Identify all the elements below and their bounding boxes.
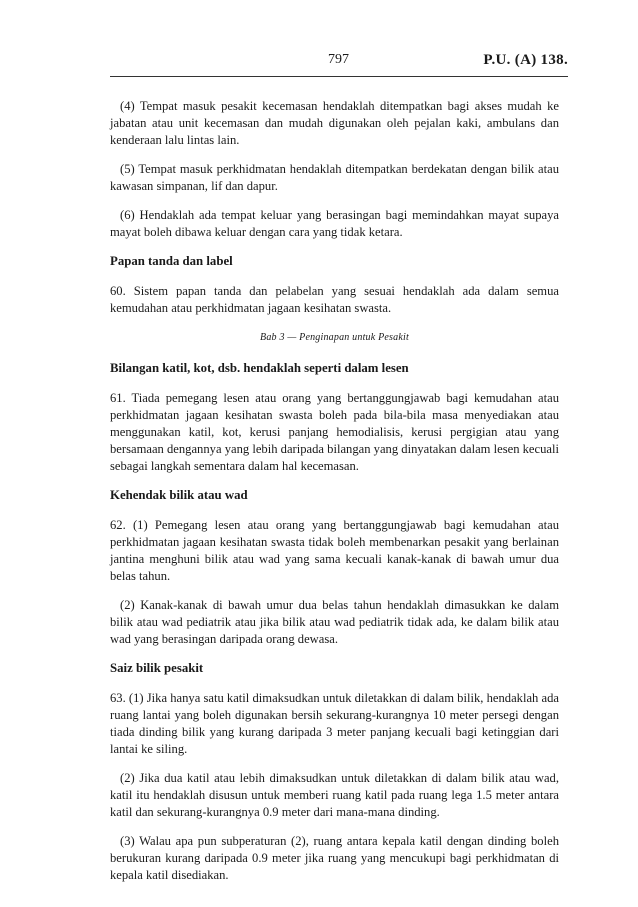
paragraph-59-6: (6) Hendaklah ada tempat keluar yang berasingan bagi memindahkan mayat supaya mayat boleh dibawa keluar dengan cara yang tidak ketara. — [110, 208, 559, 239]
section-heading-62: Kehendak bilik atau wad — [110, 488, 248, 502]
paragraph-60: 60. Sistem papan tanda dan pelabelan yang sesuai hendaklah ada dalam semua kemudahan atau perkhidmatan jagaan kesihatan swasta. — [110, 284, 559, 315]
document-body — [110, 98, 559, 896]
paragraph-61: 61. Tiada pemegang lesen atau orang yang bertanggungjawab bagi kemudahan atau perkhidmatan jagaan kesihatan swasta boleh pada bila-bila masa menyediakan atau menggunakan katil, kot, kerusi panjang hemodialisis, kerusi pergigian atau yang bersamaan dengannya yang lebih daripada bilangan yang dinyatakan dalam lesen kecuali sebagai langkah sementara dalam hal kecemasan. — [110, 391, 559, 473]
paragraph-62-2: (2) Kanak-kanak di bawah umur dua belas tahun hendaklah dimasukkan ke dalam bilik atau wad pediatrik atau jika bilik atau wad pediatrik tidak ada, ke dalam bilik atau wad yang berasingan daripada orang dewasa. — [110, 598, 559, 646]
paragraph-59-5: (5) Tempat masuk perkhidmatan hendaklah ditempatkan berdekatan dengan bilik atau kawasan simpanan, lif dan dapur. — [110, 162, 559, 193]
paragraph-62-1: 62. (1) Pemegang lesen atau orang yang bertanggungjawab bagi kemudahan atau perkhidmatan jagaan kesihatan swasta tidak boleh membenarkan pesakit yang berlainan jantina menghuni bilik atau wad yang sama kecuali kanak-kanak di bawah umur dua belas tahun. — [110, 518, 559, 583]
page-header — [110, 52, 568, 74]
header-rule — [110, 76, 568, 77]
paragraph-63-1: 63. (1) Jika hanya satu katil dimaksudkan untuk diletakkan di dalam bilik, hendaklah ada ruang lantai yang boleh digunakan bersih sekurang-kurangnya 10 meter persegi dengan tiada dinding bilik yang kurang daripada 3 meter panjang kecuali bagi ketinggian dari lantai ke siling. — [110, 691, 559, 756]
section-heading-61: Bilangan katil, kot, dsb. hendaklah seperti dalam lesen — [110, 361, 409, 375]
chapter-heading: Bab 3 — Penginapan untuk Pesakit — [260, 332, 409, 343]
section-heading-60: Papan tanda dan label — [110, 254, 233, 268]
paragraph-63-2: (2) Jika dua katil atau lebih dimaksudkan untuk diletakkan di dalam bilik atau wad, katil itu hendaklah disusun untuk memberi ruang katil pada ruang lega 1.5 meter antara katil dan sekurang-kurangnya 0.9 meter dari mana-mana dinding. — [110, 771, 559, 819]
page-number: 797 — [328, 52, 349, 67]
paragraph-59-4: (4) Tempat masuk pesakit kecemasan hendaklah ditempatkan bagi akses mudah ke jabatan atau unit kecemasan dan mudah digunakan oleh pejalan kaki, ambulans dan kenderaan lalu lintas lain. — [110, 99, 559, 147]
document-reference: P.U. (A) 138. — [483, 52, 568, 68]
section-heading-63: Saiz bilik pesakit — [110, 661, 204, 675]
paragraph-63-3: (3) Walau apa pun subperaturan (2), ruang antara kepala katil dengan dinding boleh berukuran kurang daripada 0.9 meter jika ruang yang mencukupi bagi perkhidmatan di kepala katil disediakan. — [110, 834, 559, 882]
